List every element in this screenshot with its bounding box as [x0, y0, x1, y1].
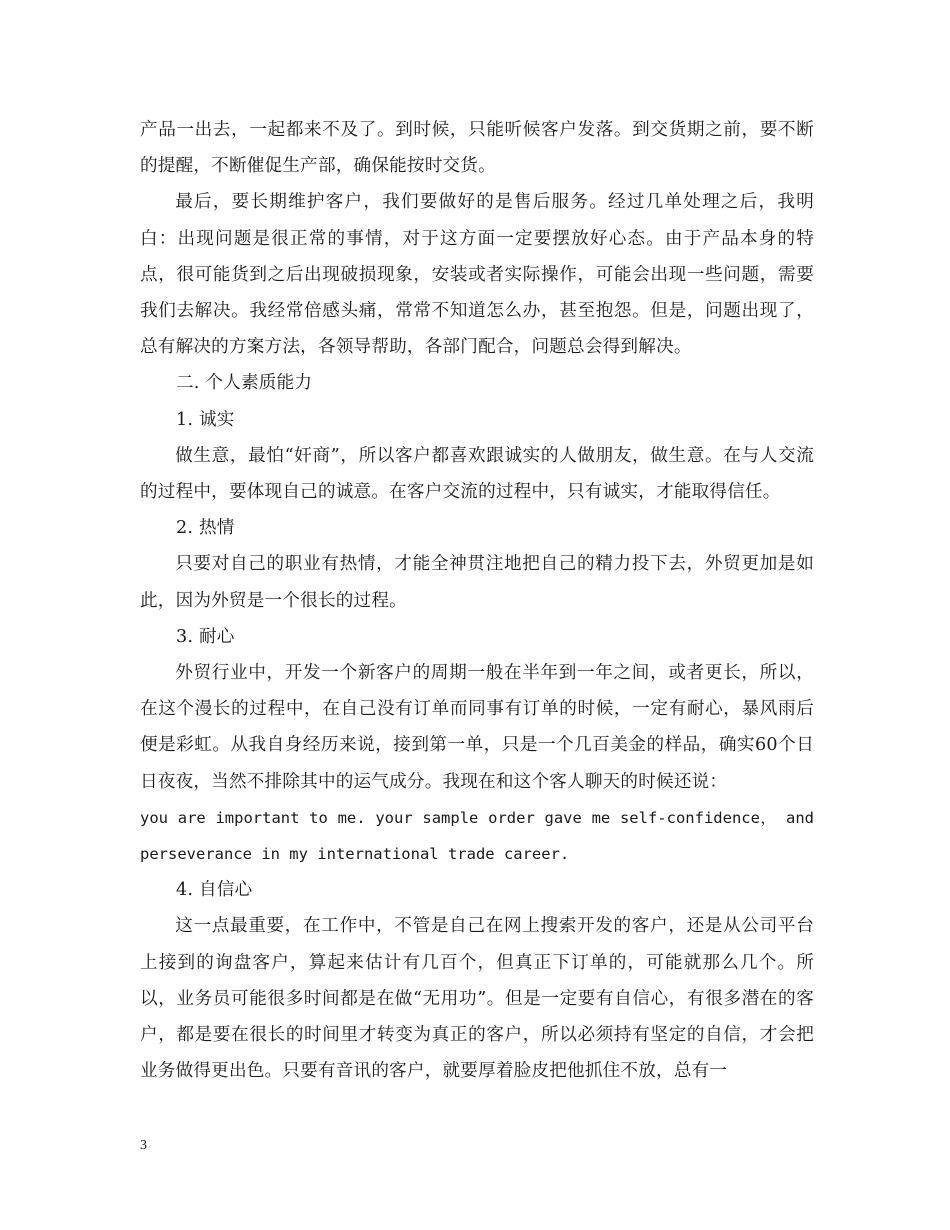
- paragraph-confidence: 这一点最重要，在工作中，不管是自己在网上搜索开发的客户，还是从公司平台上接到的询盘客户，算起来估计有几百个，但真正下订单的，可能就那么几个。所以，业务员可能很多时间都是在做“无用功”。但是一定要有自信心，有很多潜在的客户，都是要在很长的时间里才转变为真正的客户，所以必须持有坚定的自信，才会把业务做得更出色。只要有音讯的客户，就要厚着脸皮把他抓住不放，总有一: [140, 916, 814, 1082]
- subheading-patience: 3. 耐心: [176, 626, 235, 647]
- paragraph-after-sales: 最后，要长期维护客户，我们要做好的是售后服务。经过几单处理之后，我明白：出现问题是很正常的事情，对于这方面一定要摆放好心态。由于产品本身的特点，很可能货到之后出现破损现象，安装或者实际操作，可能会出现一些问题，需要我们去解决。我经常倍感头痛，常常不知道怎么办，甚至抱怨。但是，问题出现了，总有解决的方案方法，各领导帮助，各部门配合，问题总会得到解决。: [140, 192, 814, 358]
- page-number: 3: [140, 1138, 147, 1153]
- subheading-honesty: 1. 诚实: [176, 409, 235, 430]
- subheading-confidence: 4. 自信心: [176, 880, 253, 901]
- paragraph-patience: 外贸行业中，开发一个新客户的周期一般在半年到一年之间，或者更长，所以，在这个漫长的过程中，在自己没有订单而同事有订单的时候，一定有耐心，暴风雨后便是彩虹。从我自身经历来说，接到第一单，只是一个几百美金的样品，确实60个日日夜夜，当然不排除其中的运气成分。我现在和这个客人聊天的时候还说：: [140, 663, 814, 792]
- document-body: [140, 112, 814, 1089]
- subheading-enthusiasm: 2. 热情: [176, 518, 235, 539]
- paragraph-english-quote: you are important to me. your sample order gave me self-confidence， and perseverance in my international trade career.: [140, 808, 814, 864]
- paragraph-delivery: 产品一出去，一起都来不及了。到时候，只能听候客户发落。到交货期之前，要不断的提醒，不断催促生产部，确保能按时交货。: [140, 120, 814, 177]
- paragraph-honesty: 做生意，最怕“奸商”，所以客户都喜欢跟诚实的人做朋友，做生意。在与人交流的过程中，要体现自己的诚意。在客户交流的过程中，只有诚实，才能取得信任。: [140, 445, 814, 503]
- section-heading-personal-quality: 二. 个人素质能力: [176, 373, 313, 394]
- paragraph-enthusiasm: 只要对自己的职业有热情，才能全神贯注地把自己的精力投下去，外贸更加是如此，因为外贸是一个很长的过程。: [140, 554, 814, 611]
